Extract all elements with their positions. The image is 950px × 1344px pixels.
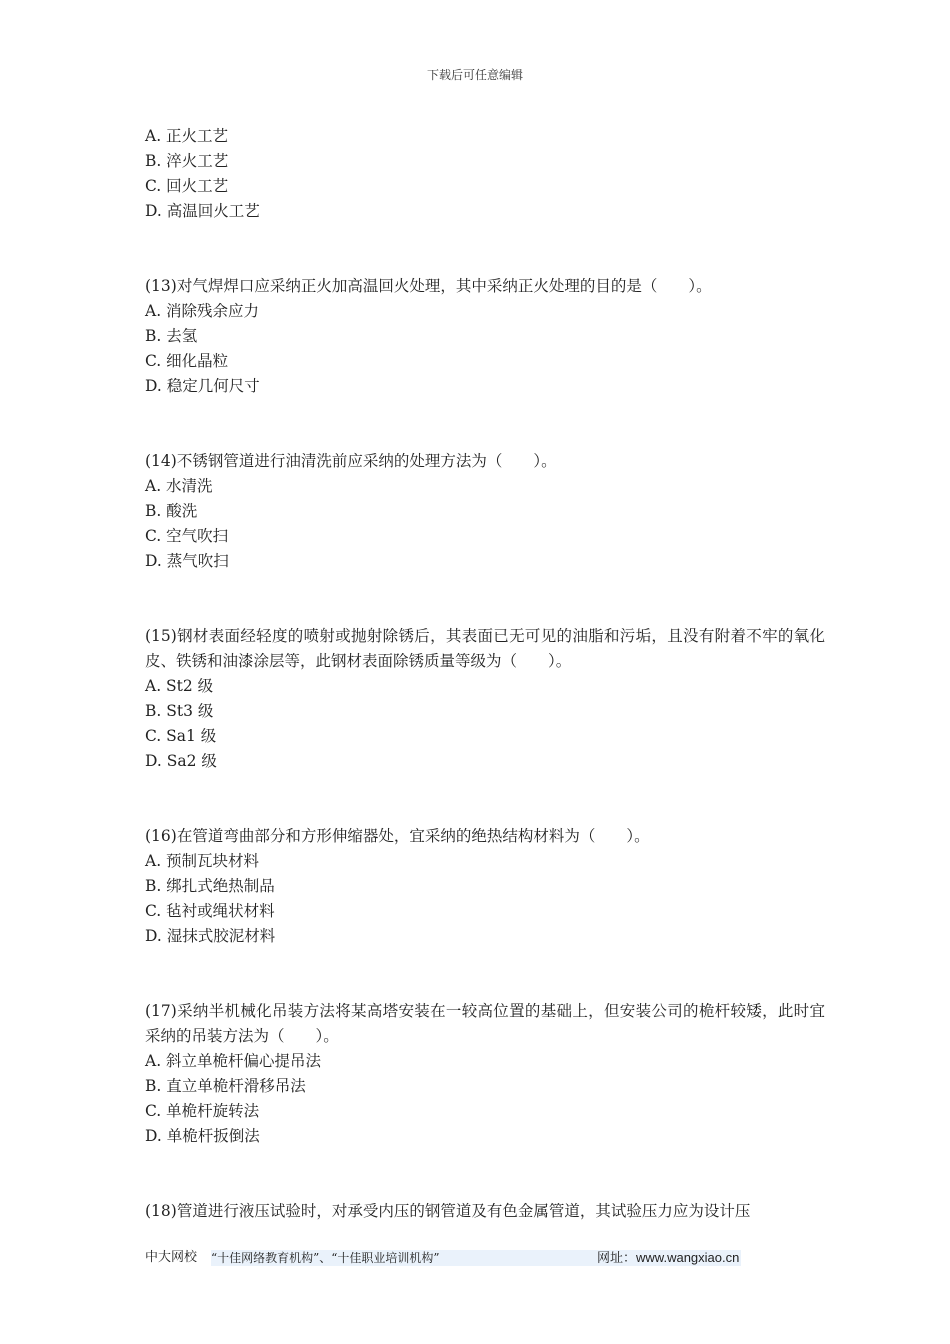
option-c: C. 细化晶粒 <box>145 352 229 370</box>
question-15 <box>145 624 825 774</box>
question-text: (14)不锈钢管道进行油清洗前应采纳的处理方法为（ ）。 <box>145 452 557 470</box>
footer-website <box>597 1248 739 1269</box>
footer-school-name: 中大网校 <box>145 1250 198 1265</box>
option-d: D. 高温回火工艺 <box>145 202 260 220</box>
option-d: D. 稳定几何尺寸 <box>145 377 260 395</box>
question-text: (15)钢材表面经轻度的喷射或抛射除锈后，其表面已无可见的油脂和污垢，且没有附着不牢的氧化皮、铁锈和油漆涂层等，此钢材表面除锈质量等级为（ ）。 <box>145 627 825 670</box>
option-b: B. 淬火工艺 <box>145 152 229 170</box>
footer-site-label: 网址： <box>597 1251 637 1266</box>
question-16 <box>145 824 825 949</box>
option-b: B. 酸洗 <box>145 502 198 520</box>
option-d: D. Sa2 级 <box>145 752 217 770</box>
option-b: B. St3 级 <box>145 702 214 720</box>
question-text: (17)采纳半机械化吊装方法将某高塔安装在一较高位置的基础上，但安装公司的桅杆较矮，此时宜采纳的吊装方法为（ ）。 <box>145 1002 825 1045</box>
question-text: (18)管道进行液压试验时，对承受内压的钢管道及有色金属管道，其试验压力应为设计压 <box>145 1202 751 1220</box>
page-footer <box>145 1248 825 1268</box>
option-a: A. 正火工艺 <box>145 127 229 145</box>
option-d: D. 单桅杆扳倒法 <box>145 1127 260 1145</box>
option-a: A. 水清洗 <box>145 477 213 495</box>
question-13 <box>145 274 825 399</box>
option-c: C. Sa1 级 <box>145 727 217 745</box>
question-14 <box>145 449 825 574</box>
option-b: B. 直立单桅杆滑移吊法 <box>145 1077 306 1095</box>
option-d: D. 蒸气吹扫 <box>145 552 229 570</box>
option-a: A. St2 级 <box>145 677 214 695</box>
question-17 <box>145 999 825 1149</box>
option-b: B. 去氢 <box>145 327 198 345</box>
option-b: B. 绑扎式绝热制品 <box>145 877 275 895</box>
question-text: (16)在管道弯曲部分和方形伸缩器处，宜采纳的绝热结构材料为（ ）。 <box>145 827 650 845</box>
footer-slogan-text: “十佳网络教育机构”、“十佳职业培训机构” <box>211 1251 440 1265</box>
option-a: A. 消除残余应力 <box>145 302 260 320</box>
option-c: C. 毡衬或绳状材料 <box>145 902 275 920</box>
document-body <box>145 124 825 1274</box>
question-18 <box>145 1199 825 1224</box>
option-c: C. 回火工艺 <box>145 177 229 195</box>
option-d: D. 湿抹式胶泥材料 <box>145 927 276 945</box>
question-text: (13)对气焊焊口应采纳正火加高温回火处理，其中采纳正火处理的目的是（ ）。 <box>145 277 712 295</box>
option-c: C. 单桅杆旋转法 <box>145 1102 260 1120</box>
footer-site-url[interactable]: www.wangxiao.cn <box>636 1250 740 1265</box>
option-list <box>145 124 825 224</box>
option-a: A. 预制瓦块材料 <box>145 852 260 870</box>
option-c: C. 空气吹扫 <box>145 527 229 545</box>
page-header: 下载后可任意编辑 <box>426 68 523 82</box>
option-a: A. 斜立单桅杆偏心提吊法 <box>145 1052 322 1070</box>
